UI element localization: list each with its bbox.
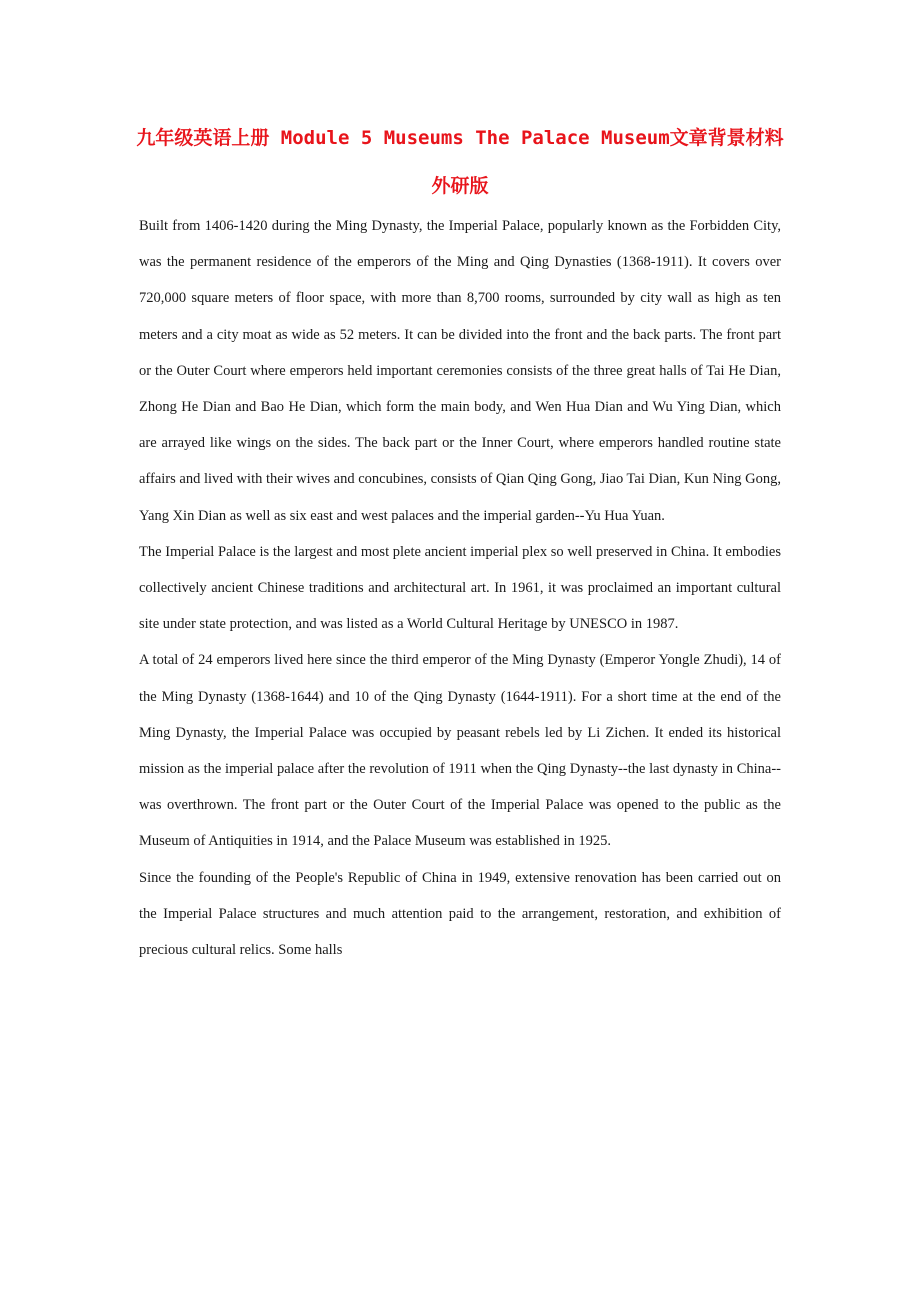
document-body — [139, 208, 781, 968]
document-title: 九年级英语上册 Module 5 Museums The Palace Museum文章背景材料 外研版 — [136, 127, 784, 197]
paragraph-preservation: The Imperial Palace is the largest and most plete ancient imperial plex so well preserved in China. It embodies collectively ancient Chinese traditions and architectural art. In 1961, it was proclaimed an important cultural site under state protection, and was listed as a World Cultural Heritage by UNESCO in 1987. — [139, 543, 781, 633]
paragraph-emperors-history: A total of 24 emperors lived here since the third emperor of the Ming Dynasty (Emperor Yongle Zhudi), 14 of the Ming Dynasty (1368-1644) and 10 of the Qing Dynasty (1644-1911). For a short time at the end of the Ming Dynasty, the Imperial Palace was occupied by peasant rebels led by Li Zichen. It ended its historical mission as the imperial palace after the revolution of 1911 when the Qing Dynasty--the last dynasty in China--was overthrown. The front part or the Outer Court of the Imperial Palace was opened to the public as the Museum of Antiquities in 1914, and the Palace Museum was established in 1925. — [139, 652, 781, 850]
paragraph-construction: Built from 1406-1420 during the Ming Dynasty, the Imperial Palace, popularly known as the Forbidden City, was the permanent residence of the emperors of the Ming and Qing Dynasties (1368-1911). It covers over 720,000 square meters of floor space, with more than 8,700 rooms, surrounded by city wall as high as ten meters and a city moat as wide as 52 meters. It can be divided into the front and the back parts. The front part or the Outer Court where emperors held important ceremonies consists of the three great halls of Tai He Dian, Zhong He Dian and Bao He Dian, which form the main body, and Wen Hua Dian and Wu Ying Dian, which are arrayed like wings on the sides. The back part or the Inner Court, where emperors handled routine state affairs and lived with their wives and concubines, consists of Qian Qing Gong, Jiao Tai Dian, Kun Ning Gong, Yang Xin Dian as well as six east and west palaces and the imperial garden--Yu Hua Yuan. — [139, 218, 781, 524]
paragraph-renovation: Since the founding of the People's Republic of China in 1949, extensive renovation has been carried out on the Imperial Palace structures and much attention paid to the arrangement, restoration, and exhibition of precious cultural relics. Some halls — [139, 869, 781, 959]
